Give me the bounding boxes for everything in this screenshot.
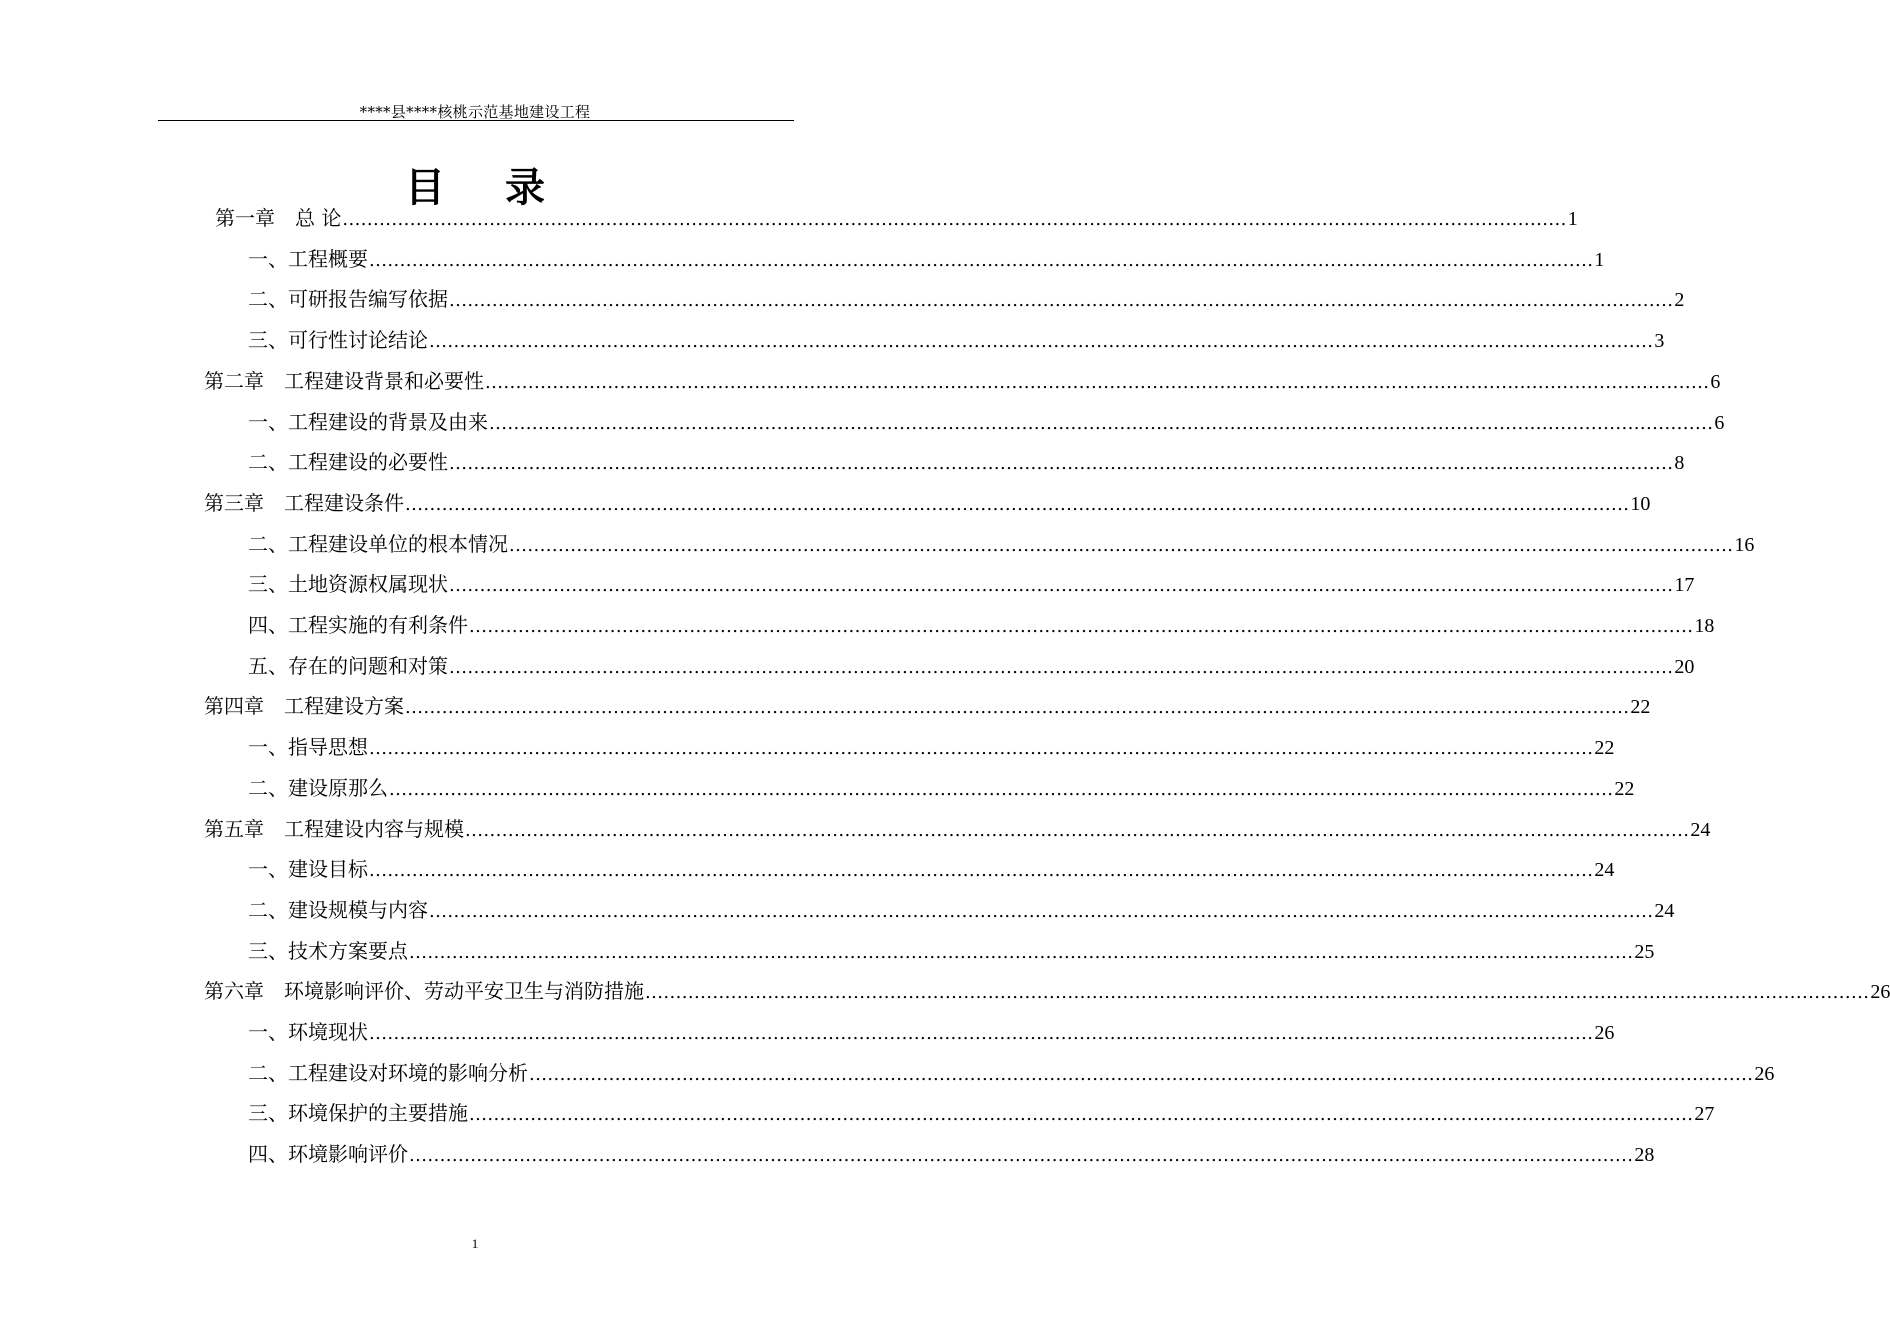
toc-leader-dots: ........................................................................................................................................................................................................ [429, 900, 1654, 922]
toc-leader-dots: ........................................................................................................................................................................................................ [342, 209, 1567, 230]
toc-entry-title: 第五章 工程建设内容与规模 [204, 816, 464, 841]
toc-entry-title: 一、环境现状 [248, 1020, 368, 1044]
running-header: ****县****核桃示范基地建设工程 [359, 103, 591, 121]
toc-entry-title: 三、土地资源权属现状 [248, 572, 448, 597]
toc-section-entry[interactable] [248, 406, 1725, 446]
toc-leader-dots: ........................................................................................................................................................................................................ [509, 534, 1734, 556]
toc-entry-title: 一、指导思想 [248, 735, 368, 760]
toc-leader-dots: ........................................................................................................................................................................................................ [489, 412, 1714, 434]
toc-entry-title: 第四章 工程建设方案 [204, 694, 404, 719]
toc-leader-dots: ........................................................................................................................................................................................................ [405, 697, 1630, 719]
toc-leader-dots: ........................................................................................................................................................................................................ [485, 371, 1710, 393]
toc-leader-dots: ........................................................................................................................................................................................................ [465, 819, 1690, 841]
toc-section-entry[interactable] [248, 1138, 1655, 1178]
toc-entry-page: 25 [1634, 940, 1655, 963]
toc-entry-title: 二、工程建设的必要性 [248, 450, 448, 475]
page-number: 1 [471, 1236, 479, 1251]
toc-leader-dots: ........................................................................................................................................................................................................ [449, 575, 1674, 597]
toc-leader-dots: ........................................................................................................................................................................................................ [405, 493, 1630, 515]
toc-leader-dots: ........................................................................................................................................................................................................ [389, 778, 1614, 800]
toc-chapter-entry[interactable] [204, 487, 1651, 527]
toc-entry-title: 三、环境保护的主要措施 [248, 1101, 468, 1126]
toc-entry-page: 27 [1694, 1103, 1715, 1126]
toc-entry-page: 6 [1714, 411, 1725, 434]
toc-section-entry[interactable] [248, 935, 1655, 975]
toc-leader-dots: ........................................................................................................................................................................................................ [369, 249, 1594, 271]
toc-leader-dots: ........................................................................................................................................................................................................ [469, 1104, 1694, 1126]
toc-entry-page: 22 [1614, 777, 1635, 800]
toc-entry-page: 22 [1630, 696, 1651, 719]
toc-leader-dots: ........................................................................................................................................................................................................ [449, 656, 1674, 678]
toc-chapter-entry[interactable] [204, 365, 1721, 405]
toc-leader-dots: ........................................................................................................................................................................................................ [449, 453, 1674, 475]
toc-section-entry[interactable] [248, 772, 1635, 812]
toc-entry-page: 26 [1594, 1022, 1615, 1044]
toc-section-entry[interactable] [248, 1097, 1715, 1137]
toc-section-entry[interactable] [248, 731, 1615, 771]
toc-entry-title: 四、环境影响评价 [248, 1142, 408, 1167]
header-rule [158, 120, 794, 121]
toc-section-entry[interactable] [248, 650, 1695, 690]
toc-section-entry[interactable] [248, 568, 1695, 608]
toc-entry-page: 8 [1674, 452, 1685, 475]
toc-section-entry[interactable] [248, 446, 1685, 486]
toc-chapter-entry[interactable] [215, 202, 1578, 242]
toc-entry-page: 26 [1754, 1062, 1775, 1085]
toc-section-entry[interactable] [248, 609, 1715, 649]
toc-entry-page: 20 [1674, 655, 1695, 678]
toc-leader-dots: ........................................................................................................................................................................................................ [645, 982, 1870, 1004]
toc-entry-page: 17 [1674, 574, 1695, 597]
toc-leader-dots: ........................................................................................................................................................................................................ [469, 616, 1694, 637]
toc-chapter-entry[interactable] [204, 975, 1890, 1015]
toc-title: 目录 [405, 165, 605, 211]
toc-entry-title: 二、建设规模与内容 [248, 897, 428, 922]
toc-leader-dots: ........................................................................................................................................................................................................ [369, 738, 1594, 760]
toc-entry-title: 四、工程实施的有利条件 [248, 613, 468, 637]
toc-section-entry[interactable] [248, 243, 1605, 283]
toc-entry-title: 二、可研报告编写依据 [248, 287, 448, 312]
toc-entry-title: 第一章 总 论 [215, 206, 342, 230]
toc-entry-page: 26 [1870, 981, 1890, 1004]
toc-entry-title: 三、技术方案要点 [248, 938, 408, 963]
toc-entry-page: 2 [1674, 289, 1685, 312]
toc-entry-title: 一、工程建设的背景及由来 [248, 409, 488, 434]
toc-section-entry[interactable] [248, 894, 1675, 934]
toc-entry-title: 第三章 工程建设条件 [204, 490, 404, 515]
toc-entry-title: 二、建设原那么 [248, 775, 388, 800]
toc-entry-page: 10 [1630, 492, 1651, 515]
toc-entry-title: 第二章 工程建设背景和必要性 [204, 368, 484, 393]
toc-entry-page: 16 [1734, 533, 1755, 556]
toc-section-entry[interactable] [248, 528, 1755, 568]
toc-chapter-entry[interactable] [204, 813, 1711, 853]
toc-entry-page: 1 [1567, 208, 1578, 230]
toc-entry-page: 24 [1594, 859, 1615, 882]
toc-entry-title: 一、工程概要 [248, 246, 368, 271]
toc-entry-page: 18 [1694, 615, 1715, 637]
toc-leader-dots: ........................................................................................................................................................................................................ [369, 860, 1594, 882]
toc-entry-page: 22 [1594, 737, 1615, 760]
toc-leader-dots: ........................................................................................................................................................................................................ [409, 941, 1634, 963]
toc-entry-page: 3 [1654, 330, 1665, 353]
toc-entry-title: 三、可行性讨论结论 [248, 328, 428, 353]
toc-entry-title: 一、建设目标 [248, 857, 368, 882]
toc-leader-dots: ........................................................................................................................................................................................................ [369, 1023, 1594, 1044]
toc-entry-title: 二、工程建设对环境的影响分析 [248, 1060, 528, 1085]
toc-leader-dots: ........................................................................................................................................................................................................ [409, 1145, 1634, 1167]
toc-entry-title: 第六章 环境影响评价、劳动平安卫生与消防措施 [204, 979, 644, 1004]
toc-section-entry[interactable] [248, 324, 1665, 364]
toc-entry-page: 28 [1634, 1144, 1655, 1167]
toc-leader-dots: ........................................................................................................................................................................................................ [529, 1063, 1754, 1085]
toc-section-entry[interactable] [248, 1057, 1775, 1097]
toc-entry-title: 二、工程建设单位的根本情况 [248, 531, 508, 556]
toc-leader-dots: ........................................................................................................................................................................................................ [429, 331, 1654, 353]
toc-entry-page: 24 [1654, 899, 1675, 922]
toc-entry-page: 1 [1594, 248, 1605, 271]
toc-entry-title: 五、存在的问题和对策 [248, 653, 448, 678]
toc-section-entry[interactable] [248, 853, 1615, 893]
toc-section-entry[interactable] [248, 1016, 1615, 1056]
toc-entry-page: 6 [1710, 370, 1721, 393]
toc-chapter-entry[interactable] [204, 690, 1651, 730]
toc-section-entry[interactable] [248, 283, 1685, 323]
toc-leader-dots: ........................................................................................................................................................................................................ [449, 290, 1674, 312]
toc-entry-page: 24 [1690, 818, 1711, 841]
